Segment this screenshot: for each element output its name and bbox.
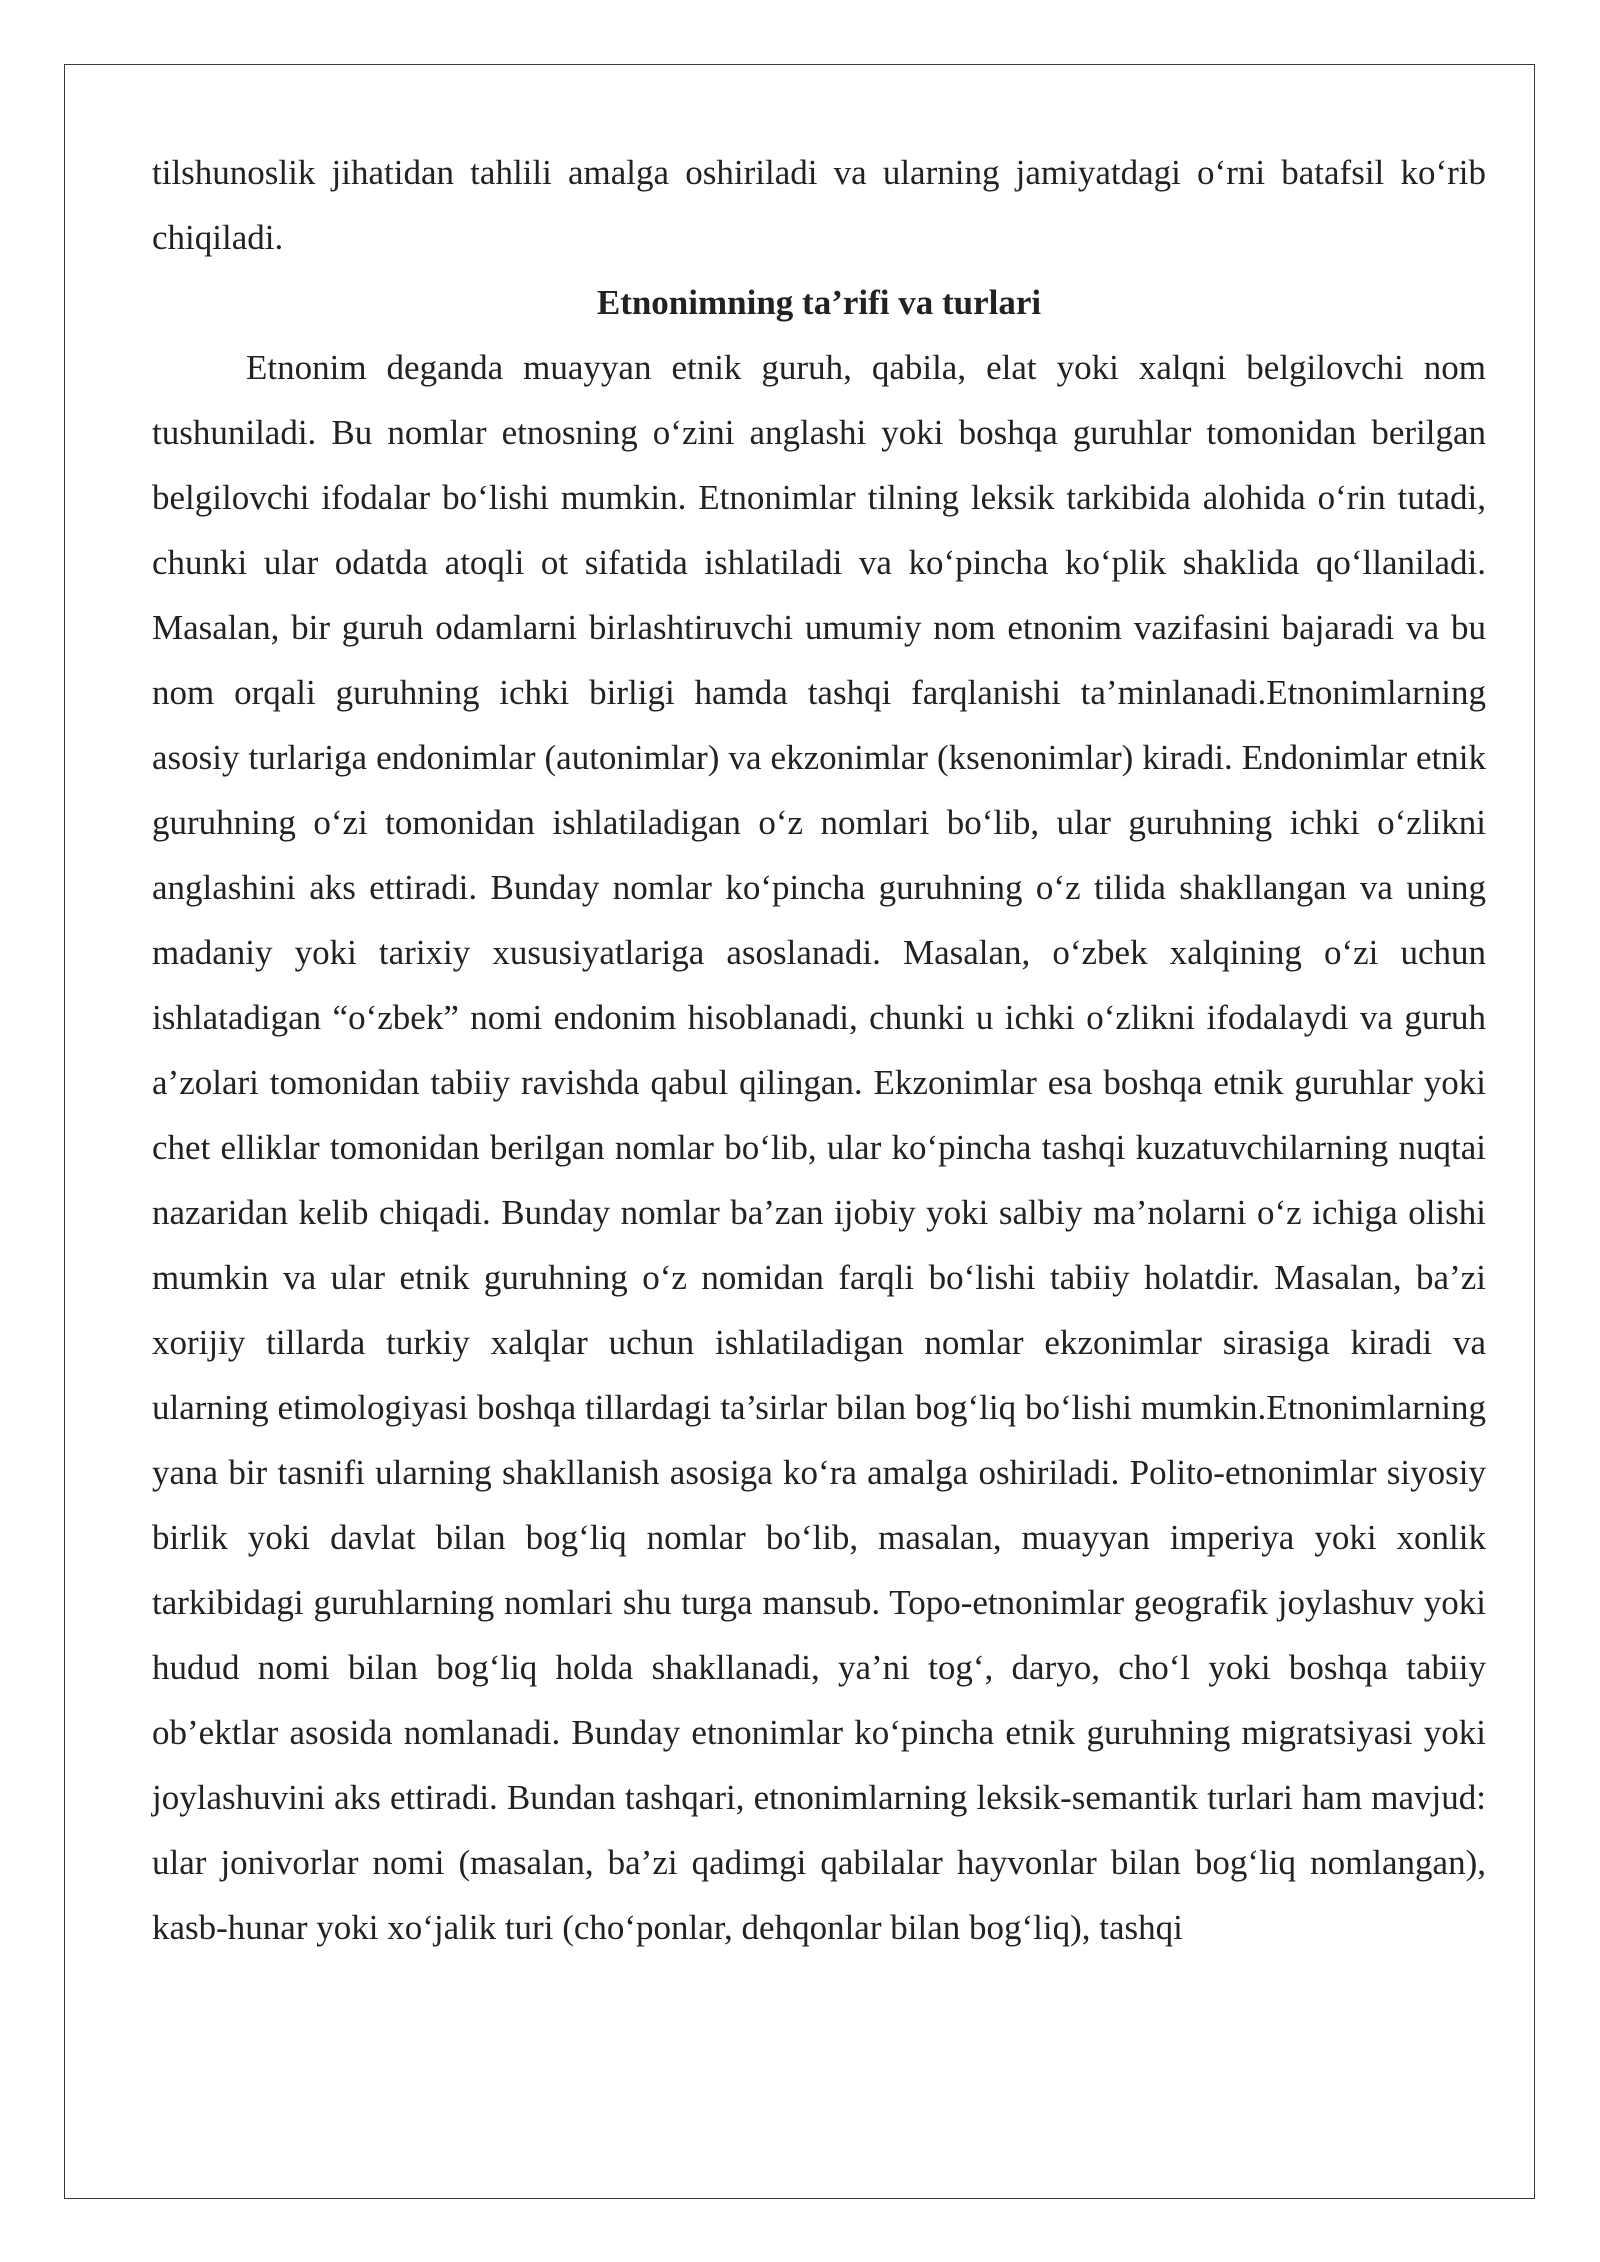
section-heading: Etnonimning ta’rifi va turlari <box>596 283 1042 322</box>
continuation-paragraph: tilshunoslik jihatidan tahlili amalga oshiriladi va ularning jamiyatdagi o‘rni batafsil ko‘rib chiqiladi. <box>152 153 1486 257</box>
page-content <box>152 140 1486 1960</box>
body-paragraph: Etnonim deganda muayyan etnik guruh, qabila, elat yoki xalqni belgilovchi nom tushuniladi. Bu nomlar etnosning o‘zini anglashi yoki boshqa guruhlar tomonidan berilgan belgilovchi ifodalar bo‘lishi mumkin. Etnonimlar tilning leksik tarkibida alohida o‘rin tutadi, chunki ular odatda atoqli ot sifatida ishlatiladi va ko‘pincha ko‘plik shaklida qo‘llaniladi. Masalan, bir guruh odamlarni birlashtiruvchi umumiy nom etnonim vazifasini bajaradi va bu nom orqali guruhning ichki birligi hamda tashqi farqlanishi ta’minlanadi.Etnonimlarning asosiy turlariga endonimlar (autonimlar) va ekzonimlar (ksenonimlar) kiradi. Endonimlar etnik guruhning o‘zi tomonidan ishlatiladigan o‘z nomlari bo‘lib, ular guruhning ichki o‘zlikni anglashini aks ettiradi. Bunday nomlar ko‘pincha guruhning o‘z tilida shakllangan va uning madaniy yoki tarixiy xususiyatlariga asoslanadi. Masalan, o‘zbek xalqining o‘zi uchun ishlatadigan “o‘zbek” nomi endonim hisoblanadi, chunki u ichki o‘zlikni ifodalaydi va guruh a’zolari tomonidan tabiiy ravishda qabul qilingan. Ekzonimlar esa boshqa etnik guruhlar yoki chet elliklar tomonidan berilgan nomlar bo‘lib, ular ko‘pincha tashqi kuzatuvchilarning nuqtai nazaridan kelib chiqadi. Bunday nomlar ba’zan ijobiy yoki salbiy ma’nolarni o‘z ichiga olishi mumkin va ular etnik guruhning o‘z nomidan farqli bo‘lishi tabiiy holatdir. Masalan, ba’zi xorijiy tillarda turkiy xalqlar uchun ishlatiladigan nomlar ekzonimlar sirasiga kiradi va ularning etimologiyasi boshqa tillardagi ta’sirlar bilan bog‘liq bo‘lishi mumkin.Etnonimlarning yana bir tasnifi ularning shakllanish asosiga ko‘ra amalga oshiriladi. Polito-etnonimlar siyosiy birlik yoki davlat bilan bog‘liq nomlar bo‘lib, masalan, muayyan imperiya yoki xonlik tarkibidagi guruhlarning nomlari shu turga mansub. Topo-etnonimlar geografik joylashuv yoki hudud nomi bilan bog‘liq holda shakllanadi, ya’ni tog‘, daryo, cho‘l yoki boshqa tabiiy ob’ektlar asosida nomlanadi. Bunday etnonimlar ko‘pincha etnik guruhning migratsiyasi yoki joylashuvini aks ettiradi. Bundan tashqari, etnonimlarning leksik-semantik turlari ham mavjud: ular jonivorlar nomi (masalan, ba’zi qadimgi qabilalar hayvonlar bilan bog‘liq nomlangan), kasb-hunar yoki xo‘jalik turi (cho‘ponlar, dehqonlar bilan bog‘liq), tashqi <box>152 348 1486 1947</box>
